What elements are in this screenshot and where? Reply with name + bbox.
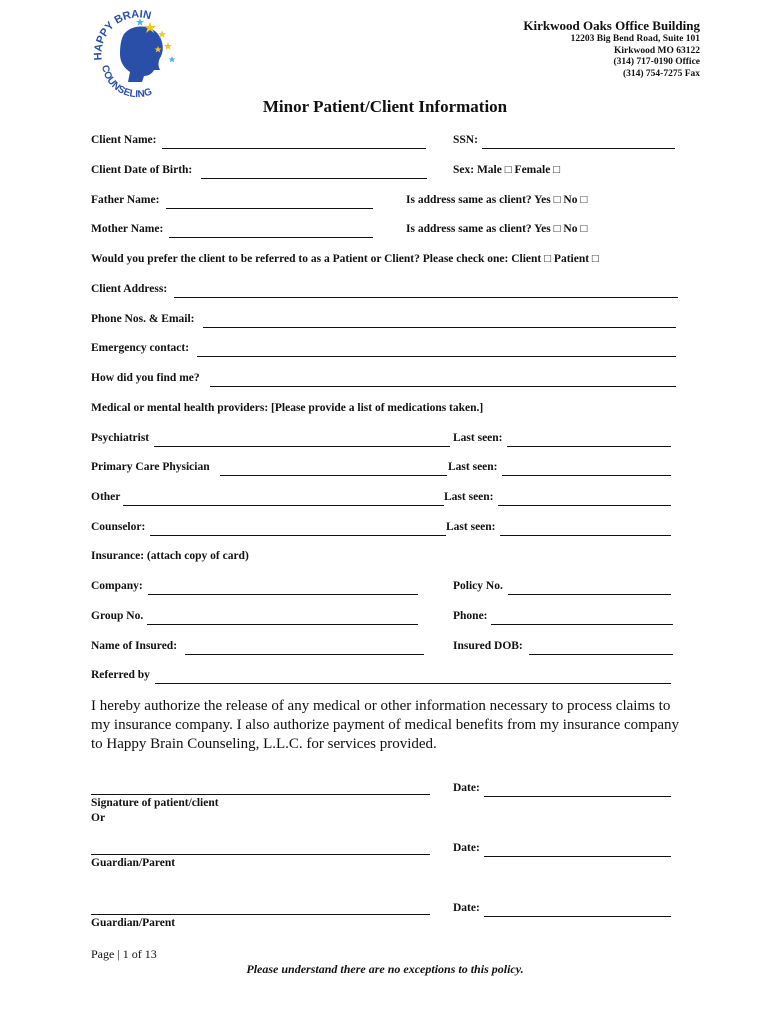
pcp-label: Primary Care Physician [91,461,210,473]
date-field-3[interactable] [484,916,671,917]
psychiatrist-last-seen-field[interactable] [507,446,671,447]
guardian-signature-field-2[interactable] [91,914,430,915]
sex-checkboxes[interactable]: Sex: Male □ Female □ [453,164,561,176]
office-street: 12203 Big Bend Road, Suite 101 [570,34,700,44]
page-title: Minor Patient/Client Information [262,97,508,116]
client-name-field[interactable] [162,148,426,149]
counselor-last-seen-label: Last seen: [446,521,496,533]
ssn-label: SSN: [453,134,478,146]
insured-name-field[interactable] [185,654,424,655]
father-name-field[interactable] [166,208,373,209]
client-name-label: Client Name: [91,134,157,146]
group-label: Group No. [91,610,144,622]
company-logo [88,8,186,102]
pcp-last-seen-label: Last seen: [448,461,498,473]
insured-dob-label: Insured DOB: [453,640,523,652]
or-label: Or [91,812,106,824]
insurance-phone-field[interactable] [491,624,673,625]
authorization-text: I hereby authorize the release of any medical or other information necessary to process claims to my insurance company. I also authorize payment of medical benefits from my insurance company to Happy Brain Counseling, L.L.C. for services provided. [91,698,679,752]
guardian-signature-field-1[interactable] [91,854,430,855]
date-field-1[interactable] [484,796,671,797]
father-address-same[interactable]: Is address same as client? Yes □ No □ [406,194,588,206]
providers-heading: Medical or mental health providers: [Please provide a list of medications taken.] [91,402,484,414]
page-number: Page | 1 of 13 [91,947,157,961]
dob-label: Client Date of Birth: [91,164,193,176]
patient-client-preference[interactable]: Would you prefer the client to be referred to as a Patient or Client? Please check one: Client □ Patient □ [91,253,599,265]
patient-signature-field[interactable] [91,794,430,795]
date-label-3: Date: [453,902,480,914]
logo-bottom-text: COUNSELING [98,64,154,101]
mother-address-same[interactable]: Is address same as client? Yes □ No □ [406,223,588,235]
referred-by-field[interactable] [155,683,671,684]
office-fax: (314) 754-7275 Fax [622,68,700,79]
other-provider-label: Other [91,491,121,503]
father-name-label: Father Name: [91,194,160,206]
company-label: Company: [91,580,143,592]
mother-name-label: Mother Name: [91,223,164,235]
client-address-field[interactable] [174,297,678,298]
insured-name-label: Name of Insured: [91,640,178,652]
ssn-field[interactable] [482,148,675,149]
logo-top-text: HAPPY BRAIN [92,8,153,61]
policy-label: Policy No. [453,580,503,592]
pcp-last-seen-field[interactable] [502,475,671,476]
psychiatrist-label: Psychiatrist [91,432,150,444]
other-provider-field[interactable] [123,505,444,506]
guardian-label-2: Guardian/Parent [91,917,176,929]
date-label-1: Date: [453,782,480,794]
date-field-2[interactable] [484,856,671,857]
psychiatrist-field[interactable] [154,446,450,447]
office-phone: (314) 717-0190 Office [613,57,700,67]
other-last-seen-label: Last seen: [444,491,494,503]
phone-email-field[interactable] [203,327,676,328]
guardian-label-1: Guardian/Parent [91,857,176,869]
dob-field[interactable] [201,178,427,179]
policy-field[interactable] [508,594,671,595]
office-address [523,18,700,80]
other-last-seen-field[interactable] [498,505,671,506]
how-found-field[interactable] [210,386,676,387]
insurance-heading: Insurance: (attach copy of card) [91,550,249,562]
client-address-label: Client Address: [91,283,168,295]
pcp-field[interactable] [220,475,447,476]
psychiatrist-last-seen-label: Last seen: [453,432,503,444]
referred-by-label: Referred by [91,669,150,681]
insurance-phone-label: Phone: [453,610,488,622]
emergency-contact-label: Emergency contact: [91,342,190,354]
date-label-2: Date: [453,842,480,854]
phone-email-label: Phone Nos. & Email: [91,313,195,325]
emergency-contact-field[interactable] [197,356,676,357]
counselor-field[interactable] [150,535,446,536]
counselor-label: Counselor: [91,521,146,533]
office-city: Kirkwood MO 63122 [613,45,700,56]
company-field[interactable] [148,594,418,595]
counselor-last-seen-field[interactable] [500,535,671,536]
insured-dob-field[interactable] [529,654,673,655]
office-building: Kirkwood Oaks Office Building [523,18,700,33]
mother-name-field[interactable] [169,237,373,238]
how-found-label: How did you find me? [91,372,200,384]
patient-signature-label: Signature of patient/client [91,797,219,809]
policy-footer: Please understand there are no exceptions to this policy. [246,962,524,976]
group-field[interactable] [147,624,418,625]
